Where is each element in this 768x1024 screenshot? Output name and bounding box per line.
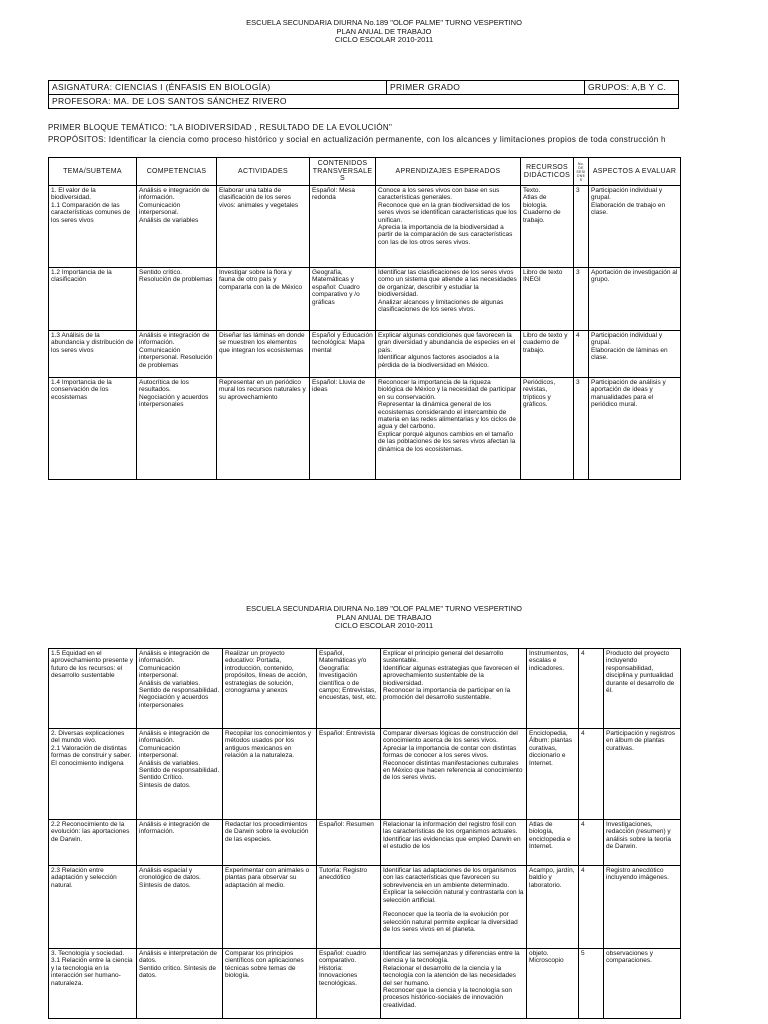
cell-aprendizajes: Reconocer la importancia de la riqueza biológica de México y la necesidad de participar en su conservación. Representar la dinámica general de los ecosistemas considerando el intercambio de materia en las redes alimentarias y los ciclos de agua y del carbono. Explicar porqué algunos cambios en el tamaño de las poblaciones de los seres vivos afectan la dinámica de los ecosistemas. xyxy=(376,378,521,480)
table-row xyxy=(49,649,681,729)
teacher-cell: PROFESORA: MA. DE LOS SANTOS SÁNCHEZ RIVERO xyxy=(49,95,679,109)
cell-contenidos: Español: Resumen xyxy=(317,820,381,866)
school-cycle: CICLO ESCOLAR 2010-2011 xyxy=(334,35,434,45)
table-row xyxy=(49,820,681,866)
cell-recursos: Libro de texto INEGI xyxy=(521,268,574,331)
cell-sesiones: 4 xyxy=(579,729,604,820)
cell-contenidos: Español: Mesa redonda xyxy=(310,186,376,268)
cell-competencias: Análisis e integración de información. Comunicación interpersonal. Resolución de problemas xyxy=(137,331,217,378)
col-header-recursos: RECURSOS DIDÁCTICOS xyxy=(521,158,574,186)
cell-aspectos: Aportación de investigación al grupo. xyxy=(589,268,681,331)
cell-tema: 2. Diversas explicaciones del mundo vivo. 2.1 Valoración de distintas formas de construir y saber. El conocimiento indígena xyxy=(49,729,137,820)
plan-table-2 xyxy=(48,648,681,1019)
cell-aspectos: Participación y registros en álbum de plantas curativas. xyxy=(604,729,681,820)
cell-sesiones: 3 xyxy=(574,268,589,331)
col-header-tema: TEMA/SUBTEMA xyxy=(49,158,137,186)
col-header-competencias: COMPETENCIAS xyxy=(137,158,217,186)
cell-competencias: Análisis e integración de información. Comunicación interpersonal. Análisis de variables. Sentido de responsabilidad. Sentido Crítico. Síntesis de datos. xyxy=(137,729,223,820)
cell-actividades: Investigar sobre la flora y fauna de otro país y compararla con la de México xyxy=(217,268,310,331)
cell-aspectos: Producto del proyecto incluyendo responsabilidad, disciplina y puntualidad durante el desarrollo de él. xyxy=(604,649,681,729)
plan-table-1 xyxy=(48,157,681,480)
cell-competencias: Análisis e integración de información. Comunicación interpersonal. Análisis de variables. Sentido de responsabilidad. Negociación y acuerdos interpersonales xyxy=(137,649,223,729)
table-row xyxy=(49,378,681,480)
cell-sesiones: 4 xyxy=(579,866,604,949)
cell-sesiones: 3 xyxy=(574,378,589,480)
cell-tema: 1.4 Importancia de la conservación de los ecosistemas xyxy=(49,378,137,480)
cell-contenidos: Español: Lluvia de ideas xyxy=(310,378,376,480)
cell-aspectos: observaciones y comparaciones. xyxy=(604,949,681,1019)
cell-competencias: Sentido crítico. Resolución de problemas xyxy=(137,268,217,331)
cell-actividades: Diseñar las láminas en donde se muestren los elementos que integran los ecosistemas xyxy=(217,331,310,378)
cell-tema: 3. Tecnología y sociedad. 3.1 Relación entre la ciencia y la tecnología en la interacción ser humano-naturaleza. xyxy=(49,949,137,1019)
cell-recursos: Atlas de biología, enciclopedia e Internet. xyxy=(527,820,579,866)
cell-aprendizajes: Identificar las clasificaciones de los seres vivos como un sistema que atiende a las necesidades de organizar, describir y estudiar la biodiversidad. Analizar alcances y limitaciones de algunas clasificaciones de los seres vivos. xyxy=(376,268,521,331)
table-row xyxy=(49,186,681,268)
groups-cell: GRUPOS: A,B Y C. xyxy=(585,81,679,95)
cell-tema: 1. El valor de la biodiversidad. 1.1 Comparación de las características comunes de los seres vivos xyxy=(49,186,137,268)
block-title: PRIMER BLOQUE TEMÁTICO: "LA BIODIVERSIDAD , RESULTADO DE LA EVOLUCIÓN" xyxy=(48,123,393,132)
cell-aspectos: Investigaciones, redacción (resumen) y análisis sobre la teoría de Darwin. xyxy=(604,820,681,866)
cell-aspectos: Registro anecdótico incluyendo imágenes. xyxy=(604,866,681,949)
school-cycle: CICLO ESCOLAR 2010-2011 xyxy=(334,621,434,631)
page-header-bottom xyxy=(0,605,768,631)
cell-contenidos: Español, Matemáticas y/o Geografía: Investigación científica o de campo; Entrevistas, encuestas, test, etc. xyxy=(317,649,381,729)
table-header-row xyxy=(49,158,681,186)
cell-recursos: Instrumentos, escalas e indicadores. xyxy=(527,649,579,729)
cell-sesiones: 4 xyxy=(574,331,589,378)
school-name: ESCUELA SECUNDARIA DIURNA No.189 "OLOF PALME" TURNO VESPERTINO xyxy=(246,604,522,613)
cell-tema: 2.2 Reconocimiento de la evolución: las aportaciones de Darwin. xyxy=(49,820,137,866)
cell-sesiones: 3 xyxy=(574,186,589,268)
grade-cell: PRIMER GRADO xyxy=(387,81,585,95)
purposes-text: PROPÓSITOS: Identificar la ciencia como proceso histórico y social en actualización permanente, con los alcances y limitaciones propios de toda construcción h xyxy=(48,135,666,144)
cell-actividades: Representar en un periódico mural los recursos naturales y su aprovechamiento xyxy=(217,378,310,480)
col-header-actividades: ACTIVIDADES xyxy=(217,158,310,186)
cell-sesiones: 4 xyxy=(579,820,604,866)
col-header-sesiones: No. DE SESIONES xyxy=(574,158,589,186)
cell-recursos: Enciclopedia, Álbum: plantas curativas, diccionario e Internet. xyxy=(527,729,579,820)
table-row xyxy=(49,268,681,331)
cell-aprendizajes: Explicar algunas condiciones que favorecen la gran diversidad y abundancia de especies en el país. Identificar algunos factores asociados a la pérdida de la biodiversidad en México. xyxy=(376,331,521,378)
cell-sesiones: 4 xyxy=(579,649,604,729)
cell-tema: 1.2 Importancia de la clasificación xyxy=(49,268,137,331)
plan-title: PLAN ANUAL DE TRABAJO xyxy=(336,26,432,36)
cell-contenidos: Español y Educación tecnológica: Mapa mental xyxy=(310,331,376,378)
cell-actividades: Comparar los principios científicos con aplicaciones técnicas sobre temas de biología. xyxy=(223,949,317,1019)
cell-tema: 1.3 Análisis de la abundancia y distribución de los seres vivos xyxy=(49,331,137,378)
cell-competencias: Análisis e integración de información. xyxy=(137,820,223,866)
cell-actividades: Experimentar con animales o plantas para observar su adaptación al medio. xyxy=(223,866,317,949)
school-name: ESCUELA SECUNDARIA DIURNA No.189 "OLOF PALME" TURNO VESPERTINO xyxy=(246,18,522,27)
col-header-aspectos: ASPECTOS A EVALUAR xyxy=(589,158,681,186)
table-row xyxy=(49,866,681,949)
cell-competencias: Análisis e integración de información. Comunicación interpersonal. Análisis de variables xyxy=(137,186,217,268)
cell-actividades: Realizar un proyecto educativo: Portada, introducción, contenido, propósitos, líneas de acción, estrategias de solución, cronograma y anexos xyxy=(223,649,317,729)
cell-actividades: Redactar los procedimientos de Darwin sobre la evolución de las especies. xyxy=(223,820,317,866)
cell-aprendizajes: Identificar las semejanzas y diferencias entre la ciencia y la tecnología. Relacionar el desarrollo de la ciencia y la tecnología con la atención de las necesidades del ser humano. Reconocer que la ciencia y la tecnología son procesos histórico-sociales de innovación creatividad. xyxy=(381,949,527,1019)
cell-recursos: Periódicos, revistas, trípticos y gráficos. xyxy=(521,378,574,480)
cell-tema: 2.3 Relación entre adaptación y selección natural. xyxy=(49,866,137,949)
cell-competencias: Análisis espacial y cronológico de datos. Síntesis de datos. xyxy=(137,866,223,949)
cell-contenidos: Español: cuadro comparativo. Historia: Innovaciones tecnológicas. xyxy=(317,949,381,1019)
cell-recursos: objeto. Microscopio xyxy=(527,949,579,1019)
cell-recursos: Libro de texto y cuaderno de trabajo. xyxy=(521,331,574,378)
cell-aspectos: Participación individual y grupal. Elaboración de láminas en clase. xyxy=(589,331,681,378)
info-table xyxy=(48,80,679,109)
cell-recursos: Texto. Atlas de biología. Cuaderno de trabajo. xyxy=(521,186,574,268)
plan-title: PLAN ANUAL DE TRABAJO xyxy=(336,612,432,622)
cell-aprendizajes: Relacionar la información del registro fósil con las características de los organismos actuales. Identificar las evidencias que empleó Darwin en el estudio de los xyxy=(381,820,527,866)
table-row xyxy=(49,949,681,1019)
cell-actividades: Recopilar los conocimientos y métodos usados por los antiguos mexicanos en relación a la naturaleza. xyxy=(223,729,317,820)
cell-contenidos: Geografía, Matemáticas y español: Cuadro comparativo y /o gráficas xyxy=(310,268,376,331)
col-header-contenidos: CONTENIDOS TRANSVERSALES xyxy=(310,158,376,186)
cell-sesiones: 5 xyxy=(579,949,604,1019)
page-header-top xyxy=(0,19,768,45)
cell-competencias: Análisis e interpretación de datos. Sentido crítico. Síntesis de datos. xyxy=(137,949,223,1019)
cell-actividades: Elaborar una tabla de clasificación de los seres vivos: animales y vegetales xyxy=(217,186,310,268)
cell-aprendizajes: Explicar el principio general del desarrollo sustentable. Identificar algunas estrategias que favorecen el aprovechamiento sustentable de la biodiversidad. Reconocer la importancia de participar en la promoción del desarrollo sustentable. xyxy=(381,649,527,729)
cell-aspectos: Participación de análisis y aportación de ideas y manualidades para el periódico mural. xyxy=(589,378,681,480)
col-header-aprendizajes: APRENDIZAJES ESPERADOS xyxy=(376,158,521,186)
cell-aprendizajes: Conoce a los seres vivos con base en sus características generales. Reconoce que en la gran biodiversidad de los seres vivos se identifican características que los unifican. Aprecia la importancia de la biodiversidad a partir de la comparación de sus características con las de los otros seres vivos. xyxy=(376,186,521,268)
cell-aspectos: Participación individual y grupal. Elaboración de trabajo en clase. xyxy=(589,186,681,268)
cell-aprendizajes: Identificar las adaptaciones de los organismos con las características que favorecen su sobrevivencia en un ambiente determinado. Explicar la selección natural y contrastarla con la selección artificial. Reconocer que la teoría de la evolución por selección natural permite explicar la diversidad de los seres vivos en el planeta. xyxy=(381,866,527,949)
cell-aprendizajes: Comparar diversas lógicas de construcción del conocimiento acerca de los seres vivos. Apreciar la importancia de contar con distintas formas de conocer a los seres vivos. Reconocer distintas manifestaciones culturales en México que hacen referencia al conocimiento de los seres vivos. xyxy=(381,729,527,820)
cell-contenidos: Español: Entrevista xyxy=(317,729,381,820)
table-row xyxy=(49,331,681,378)
cell-tema: 1.5 Equidad en el aprovechamiento presente y futuro de los recursos: el desarrollo sustentable xyxy=(49,649,137,729)
table-row xyxy=(49,729,681,820)
cell-recursos: Acampo, jardín, baldío y laboratorio. xyxy=(527,866,579,949)
cell-competencias: Autocrítica de los resultados. Negociación y acuerdos interpersonales xyxy=(137,378,217,480)
cell-contenidos: Tutoría: Registro anecdótico xyxy=(317,866,381,949)
subject-cell: ASIGNATURA: CIENCIAS I (ÉNFASIS EN BIOLOGÍA) xyxy=(49,81,387,95)
